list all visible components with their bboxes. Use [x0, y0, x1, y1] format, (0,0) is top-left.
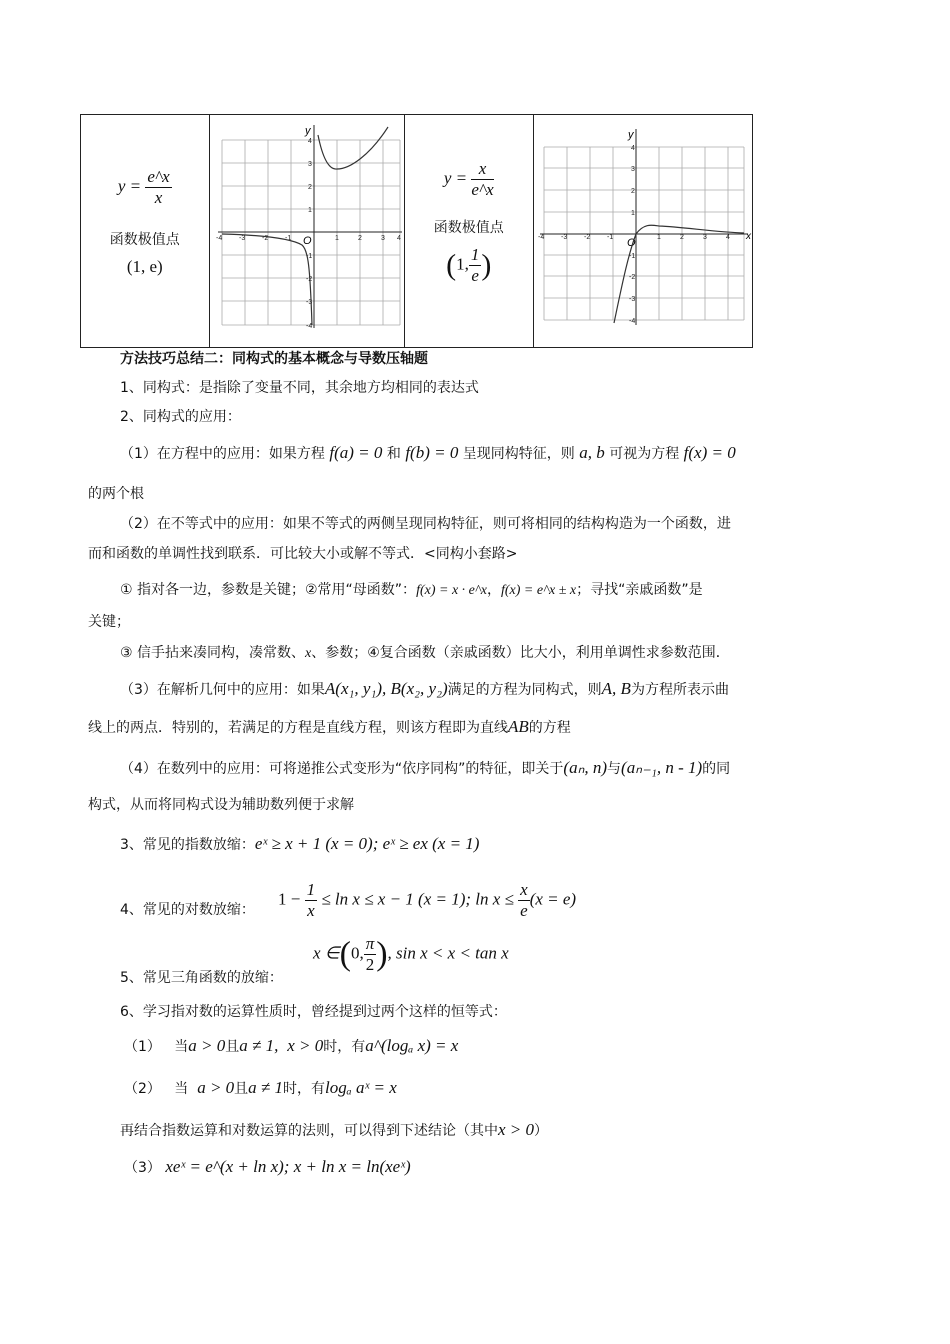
svg-text:4: 4 [631, 145, 635, 152]
paragraph-7: （3）在解析几何中的应用：如果A(x₁, y₁), B(x₂, y₂)满足的方程为同构式，则A, B为方程所表示曲 [120, 679, 729, 698]
svg-text:-1: -1 [607, 234, 614, 241]
formula-x-over-ex: y = $\frac{x}{e\^{}x}$ [443, 159, 494, 199]
svg-text:3: 3 [631, 166, 635, 173]
svg-text:2: 2 [357, 235, 362, 242]
origin-label-2: O [627, 237, 636, 249]
trig-bounds-formula: x ∈(0, $\frac{\pi}{2}$ ), sin x < x < tan x [313, 934, 509, 974]
graph-svg-2 [534, 115, 752, 347]
curve-left-branch [222, 234, 312, 325]
svg-text:2: 2 [680, 234, 684, 241]
svg-text:-3: -3 [305, 299, 312, 306]
paragraph-5: ① 指对各一边，参数是关键；②常用“母函数”：f(x) = x · e^x，f(x) = e^x ± x；寻找“亲戚函数”是 [120, 582, 703, 598]
paragraph-15: 再结合指数运算和对数运算的法则，可以得到下述结论（其中x > 0） [120, 1120, 549, 1139]
svg-text:-4: -4 [538, 234, 545, 241]
document-page: y = $\frac{e\^{}x}{x}$ 函数极值点 (1, e) y O -4 -3 -2 -1 1 2 3 4 4 3 2 1 -1 -2 -3 -4 y = $\frac{x}{e\^{}x}$ 函数极值点 (1, $\frac{1}{e}$ ) y x O -4 -3 -2 -1 1 2 3 4 4 3 2 1 -1 -2 -3 -4 方法技巧总结二：同构式的基本概念与导数压轴题 1、同构式：是指除了变量不同，其余地方均相同的表达式 2、同构式的应用： （1）在方程中的应用：如果方程 f(a) = 0 和 f(b) = 0 呈现同构特征，则 a, b 可视为方程 f(x) = 0 的两个根 （2）在不等式中的应用：如果不等式的两侧呈现同构特征，则可将相同的结构构造为一个函数，进 而和函数的单调性找到联系．可比较大小或解不等式．<同构小套路> ① 指对各一边，参数是关键；②常用“母函数”：f(x) = x · e^x，f(x) = e^x ± x；寻找“亲戚函数”是 关键； ③ 信手拈来凑同构，凑常数、x、参数；④复合函数（亲戚函数）比大小，利用单调性求参数范围． （3）在解析几何中的应用：如果A(x₁, y₁), B(x₂, y₂)满足的方程为同构式，则A, B为方程所表示曲 线上的两点．特别的，若满足的方程是直线方程，则该方程即为直线AB的方程 （4）在数列中的应用：可将递推公式变形为“依序同构”的特征，即关于(aₙ, n)与(aₙ₋₁, n - 1)的同 构式，从而将同构式设为辅助数列便于求解 3、常见的指数放缩：eˣ ≥ x + 1 (x = 0); eˣ ≥ ex (x = 1) 4、常见的对数放缩： 1 − $\frac{1}{x}$ ≤ ln x ≤ x − 1 (x = 1); ln x ≤ $\frac{x}{e}$ (x = e) 5、常见三角函数的放缩： x ∈(0, $\frac{\pi}{2}$ ), sin x < x < tan x 6、学习指对数的运算性质时，曾经提到过两个这样的恒等式： （1） 当a > 0且a ≠ 1, x > 0时，有a^(logₐ x) = x （2） 当 a > 0且a ≠ 1时，有logₐ aˣ = x 再结合指数运算和对数运算的法则，可以得到下述结论（其中x > 0） （3） xeˣ = e^(x + ln x); x + ln x = ln(xeˣ) [0, 0, 950, 1344]
paragraph-8-cont: 构式，从而将同构式设为辅助数列便于求解 [88, 797, 354, 813]
function-table [80, 114, 753, 348]
svg-text:4: 4 [396, 235, 401, 242]
paragraph-3-cont: 的两个根 [88, 486, 144, 502]
paragraph-16: （3） xeˣ = e^(x + ln x); x + ln x = ln(xeˣ) [124, 1157, 411, 1176]
paragraph-13: （1） 当a > 0且a ≠ 1, x > 0时，有a^(logₐ x) = x [124, 1036, 459, 1055]
paragraph-9: 3、常见的指数放缩：eˣ ≥ x + 1 (x = 0); eˣ ≥ ex (x = 1) [120, 834, 480, 853]
extreme-point-value: (1, e) [126, 257, 163, 276]
origin-label: O [302, 235, 312, 247]
svg-text:-3: -3 [238, 235, 245, 242]
svg-text:2: 2 [307, 184, 312, 191]
paragraph-2: 2、同构式的应用： [120, 409, 241, 425]
paragraph-1: 1、同构式：是指除了变量不同，其余地方均相同的表达式 [120, 380, 479, 396]
svg-text:-2: -2 [629, 274, 636, 281]
formula-ex-over-x: y = $\frac{e\^{}x}{x}$ [117, 167, 170, 207]
svg-text:-4: -4 [215, 235, 222, 242]
svg-text:-2: -2 [305, 276, 312, 283]
paragraph-6: ③ 信手拈来凑同构，凑常数、x、参数；④复合函数（亲戚函数）比大小，利用单调性求参数范围． [120, 645, 730, 661]
svg-text:3: 3 [703, 234, 707, 241]
caption-extreme-point: 函数极值点 [109, 232, 180, 248]
graph-svg-1 [210, 115, 404, 347]
extreme-point-value-2: (1, $\frac{1}{e}$ ) [446, 245, 492, 285]
section-title: 方法技巧总结二：同构式的基本概念与导数压轴题 [120, 351, 428, 367]
svg-text:-1: -1 [305, 253, 312, 260]
paragraph-8: （4）在数列中的应用：可将递推公式变形为“依序同构”的特征，即关于(aₙ, n)与(aₙ₋₁, n - 1)的同 [120, 758, 731, 777]
paragraph-12: 6、学习指对数的运算性质时，曾经提到过两个这样的恒等式： [120, 1004, 507, 1020]
svg-text:-4: -4 [629, 318, 636, 325]
svg-text:-1: -1 [629, 253, 636, 260]
x-axis-label-2: x [746, 231, 751, 242]
svg-text:1: 1 [334, 235, 339, 242]
svg-text:1: 1 [631, 210, 635, 217]
paragraph-7-cont: 线上的两点．特别的，若满足的方程是直线方程，则该方程即为直线AB的方程 [88, 717, 571, 736]
svg-text:4: 4 [307, 138, 312, 145]
paragraph-3: （1）在方程中的应用：如果方程 f(a) = 0 和 f(b) = 0 呈现同构特征，则 a, b 可视为方程 f(x) = 0 [120, 443, 736, 462]
svg-text:-4: -4 [305, 323, 312, 330]
svg-text:3: 3 [307, 161, 312, 168]
paragraph-14: （2） 当 a > 0且a ≠ 1时，有logₐ aˣ = x [124, 1078, 397, 1097]
paragraph-4-cont: 而和函数的单调性找到联系．可比较大小或解不等式．<同构小套路> [88, 546, 518, 562]
table-cell-x-over-ex [405, 115, 535, 347]
svg-text:-2: -2 [584, 234, 591, 241]
log-bounds-formula: 1 − $\frac{1}{x}$ ≤ ln x ≤ x − 1 (x = 1); ln x ≤ $\frac{x}{e}$ (x = e) [278, 880, 577, 920]
graph-ex-over-x [210, 115, 405, 347]
svg-text:-3: -3 [629, 296, 636, 303]
svg-text:1: 1 [307, 207, 312, 214]
svg-text:1: 1 [657, 234, 661, 241]
table-cell-ex-over-x [81, 115, 210, 347]
caption-extreme-point-2: 函数极值点 [433, 220, 504, 236]
paragraph-4: （2）在不等式中的应用：如果不等式的两侧呈现同构特征，则可将相同的结构构造为一个函数，进 [120, 516, 731, 532]
svg-text:-2: -2 [261, 235, 268, 242]
y-axis-label-2: y [628, 129, 634, 141]
y-axis-label: y [304, 125, 310, 137]
svg-text:2: 2 [631, 188, 635, 195]
paragraph-5-cont: 关键； [88, 614, 130, 630]
graph-x-over-ex [534, 115, 752, 347]
svg-text:-3: -3 [561, 234, 568, 241]
svg-text:-1: -1 [284, 235, 291, 242]
svg-text:4: 4 [726, 234, 730, 241]
svg-text:3: 3 [380, 235, 385, 242]
